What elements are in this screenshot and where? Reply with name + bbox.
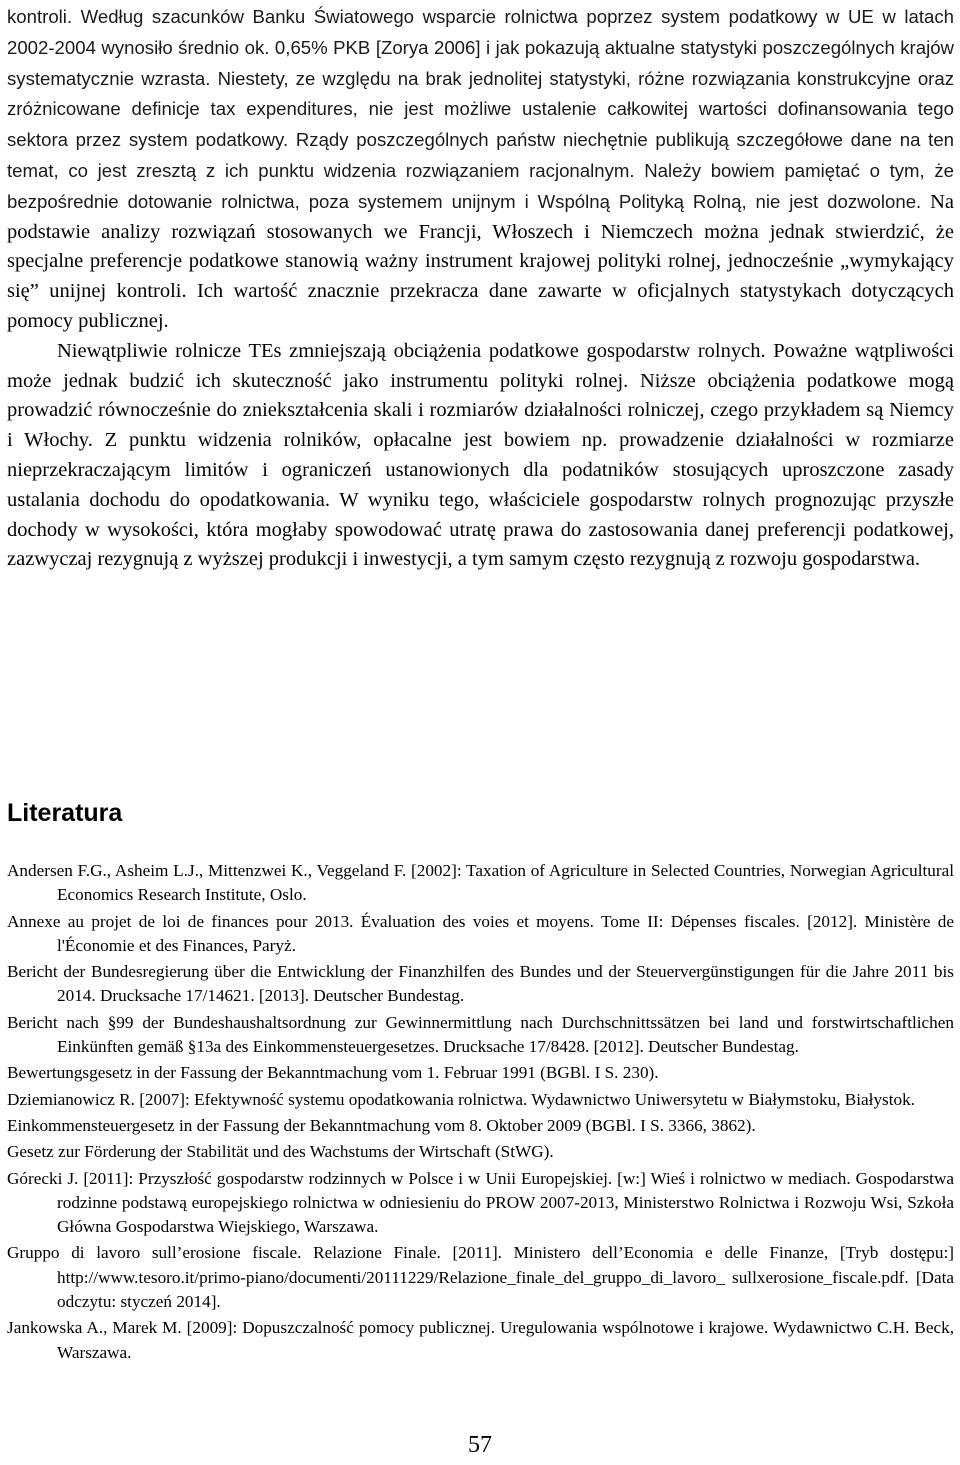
- reference-list: [7, 859, 954, 1367]
- reference-item: Dziemianowicz R. [2007]: Efektywność systemu opodatkowania rolnictwa. Wydawnictwo Uniwersytetu w Białymstoku, Białystok.: [7, 1089, 915, 1109]
- reference-item: Einkommensteuergesetz in der Fassung der Bekanntmachung vom 8. Oktober 2009 (BGBl. I S. 3366, 3862).: [7, 1115, 756, 1135]
- section-heading: Literatura: [7, 799, 123, 827]
- paragraph-segment: Niestety, ze względu na brak jednolitej statystyki, różne rozwiązania konstrukcyjne oraz zróżnicowane definicje tax expenditures, nie jest możliwe ustalenie całkowitej wartości dofinansowania tego sektora przez system podatkowy.: [7, 67, 954, 151]
- page-number: 57: [468, 1432, 492, 1458]
- reference-item: Annexe au projet de loi de finances pour 2013. Évaluation des voies et moyens. Tome II: Dépenses fiscales. [2012]. Ministère de l'Économie et des Finances, Paryż.: [7, 911, 954, 955]
- reference-item: Jankowska A., Marek M. [2009]: Dopuszczalność pomocy publicznej. Uregulowania wspólnotowe i krajowe. Wydawnictwo C.H. Beck, Warszawa.: [7, 1318, 954, 1362]
- paragraph-segment: Na podstawie analizy rozwiązań stosowanych we Francji, Włoszech i Niemczech można jednak stwierdzić, że specjalne preferencje podatkowe stanowią ważny instrument krajowej polityki rolnej, jednocześnie „wymykający się” unijnej kontroli. Ich wartość znacznie przekracza dane zawarte w oficjalnych statystykach dotyczących pomocy publicznej.: [7, 190, 954, 332]
- reference-item: Bewertungsgesetz in der Fassung der Bekanntmachung vom 1. Februar 1991 (BGBl. I S. 230).: [7, 1063, 659, 1083]
- reference-item: Gesetz zur Förderung der Stabilität und des Wachstums der Wirtschaft (StWG).: [7, 1142, 554, 1162]
- reference-item: Bericht der Bundesregierung über die Entwicklung der Finanzhilfen des Bundes und der Steuervergünstigungen für die Jahre 2011 bis 2014. Drucksache 17/14621. [2013]. Deutscher Bundestag.: [7, 962, 954, 1006]
- paragraph-segment: kontroli. Według szacunków Banku Światowego wsparcie rolnictwa poprzez system podatkowy w UE w latach 2002-2004 wynosiło średnio ok. 0,65% PKB [Zorya 2006] i jak pokazują aktualne statystyki poszczególnych krajów systematycznie wzrasta.: [7, 6, 954, 89]
- body-paragraph-1: [7, 2, 954, 337]
- paragraph-segment: Należy bowiem pamiętać o tym, że bezpośrednie dotowanie rolnictwa, poza systemem unijnym i Wspólną Polityką Rolną, nie jest dozwolone.: [7, 159, 954, 212]
- reference-item: Andersen F.G., Asheim L.J., Mittenzwei K., Veggeland F. [2002]: Taxation of Agriculture in Selected Countries, Norwegian Agricultural Economics Research Institute, Oslo.: [7, 861, 954, 905]
- reference-item: Górecki J. [2011]: Przyszłość gospodarstw rodzinnych w Polsce i w Unii Europejskiej. [w:] Wieś i rolnictwo w mediach. Gospodarstwa rodzinne podstawą europejskiego rolnictwa w odniesieniu do PROW 2007-2013, Ministerstwo Rolnictwa i Rozwoju Wsi, Szkoła Główna Gospodarstwa Wiejskiego, Warszawa.: [7, 1168, 954, 1237]
- paragraph-segment: Rządy poszczególnych państw niechętnie publikują szczegółowe dane na ten temat, co jest zresztą z ich punktu widzenia rozwiązaniem racjonalnym.: [7, 129, 954, 181]
- document-page: [7, 0, 954, 1362]
- reference-item: Bericht nach §99 der Bundeshaushaltsordnung zur Gewinnermittlung nach Durchschnittssätzen bei land und forstwirtschaftlichen Einkünften gemäß §13a des Einkommensteuergesetzes. Drucksache 17/8428. [2012]. Deutscher Bundestag.: [7, 1012, 954, 1057]
- reference-item: Gruppo di lavoro sull’erosione fiscale. Relazione Finale. [2011]. Ministero dell’Economia e delle Finanze, [Tryb dostępu:] http://www.tesoro.it/primo-piano/documenti/20111229/Relazione_finale_del_gruppo_di_lavoro_ sullxerosione_fiscale.pdf. [Data odczytu: styczeń 2014].: [7, 1243, 954, 1312]
- body-paragraph-2: [7, 337, 954, 575]
- paragraph-segment: Niewątpliwie rolnicze TEs zmniejszają obciążenia podatkowe gospodarstw rolnych. Poważne wątpliwości może jednak budzić ich skuteczność jako instrumentu polityki rolnej. Niższe obciążenia podatkowe mogą prowadzić równocześnie do zniekształcenia skali i rozmiarów działalności rolniczej, czego przykładem są Niemcy i Włochy. Z punktu widzenia rolników, opłacalne jest bowiem np. prowadzenie działalności w rozmiarze nieprzekraczającym limitów i ograniczeń ustanowionych dla podatników stosujących uproszczone zasady ustalania dochodu do opodatkowania. W wyniku tego, właściciele gospodarstw rolnych prognozując przyszłe dochody w wysokości, która mogłaby spowodować utratę prawa do zastosowania danej preferencji podatkowej, zazwyczaj rezygnują z wyższej produkcji i inwestycji, a tym samym często rezygnują z rozwoju gospodarstwa.: [7, 339, 954, 571]
